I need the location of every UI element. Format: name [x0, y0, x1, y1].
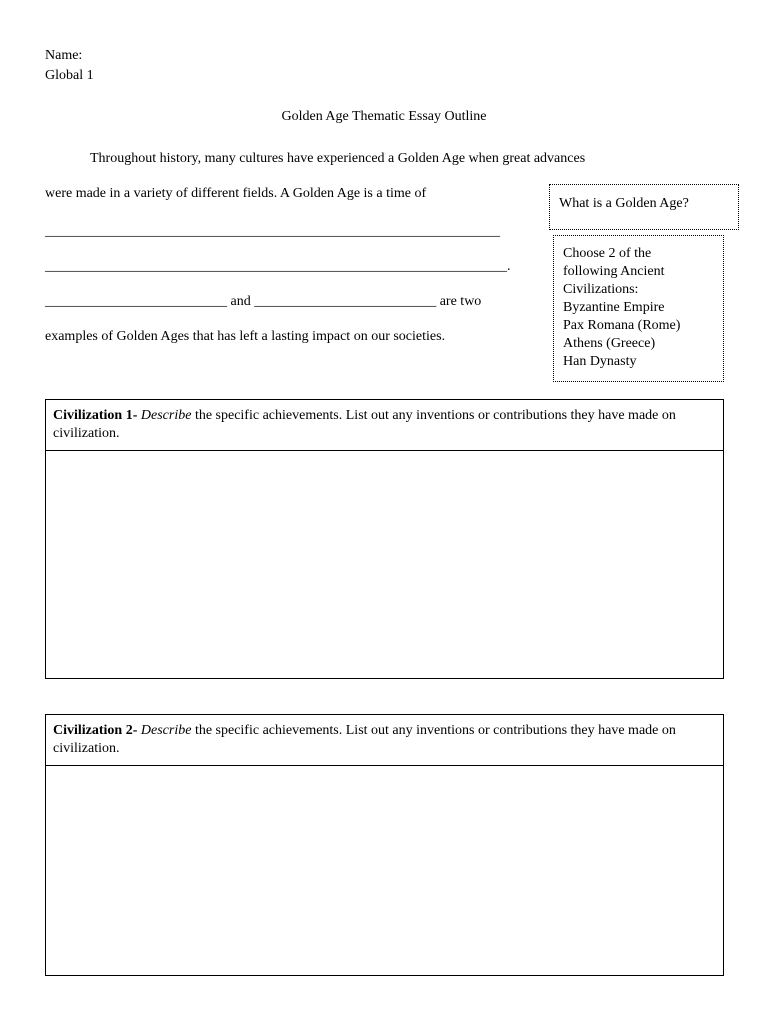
choice-line: Choose 2 of the — [563, 246, 652, 261]
choice-line: Civilizations: — [563, 282, 639, 297]
civilization-1-header — [46, 400, 723, 451]
civilization-1-box — [45, 399, 724, 679]
golden-age-question: What is a Golden Age? — [559, 196, 689, 211]
civilization-2-instructions: the specific achievements. List out any inventions or contributions they have made on civilization. — [53, 723, 676, 756]
golden-age-question-box — [549, 184, 739, 230]
and-word: and — [230, 294, 251, 309]
civilization-1-label: Civilization 1- — [53, 408, 138, 423]
civilization-2-header — [46, 715, 723, 766]
class-label: Global 1 — [45, 68, 94, 83]
blank-line-3 — [45, 293, 481, 311]
civilization-2-box — [45, 714, 724, 976]
civilization-1-verb: Describe — [140, 408, 192, 423]
are-two: are two — [439, 294, 482, 309]
choice-byzantine: Byzantine Empire — [563, 300, 665, 315]
blank-a: __________________________ — [45, 294, 227, 309]
intro-line-2: were made in a variety of different fields. A Golden Age is a time of — [45, 186, 427, 201]
civilization-2-answer-area[interactable] — [46, 766, 723, 976]
civilization-1-instructions: the specific achievements. List out any inventions or contributions they have made on civilization. — [53, 408, 676, 441]
civilization-choices-box — [553, 235, 724, 382]
blank-line-2: __________________________________________________________________. — [45, 259, 511, 274]
civilization-2-verb: Describe — [140, 723, 192, 738]
intro-line-1: Throughout history, many cultures have experienced a Golden Age when great advances — [90, 151, 586, 166]
blank-line-1: _________________________________________________________________ — [45, 224, 500, 239]
choice-line: following Ancient — [563, 264, 665, 279]
name-label: Name: — [45, 48, 83, 63]
blank-b: __________________________ — [254, 294, 437, 309]
civilization-2-label: Civilization 2- — [53, 723, 138, 738]
civilization-1-answer-area[interactable] — [46, 451, 723, 679]
choice-pax-romana: Pax Romana (Rome) — [563, 318, 681, 333]
page-title: Golden Age Thematic Essay Outline — [281, 109, 487, 124]
choice-han: Han Dynasty — [563, 354, 637, 369]
intro-line-last: examples of Golden Ages that has left a lasting impact on our societies. — [45, 329, 446, 344]
choice-athens: Athens (Greece) — [563, 336, 656, 351]
